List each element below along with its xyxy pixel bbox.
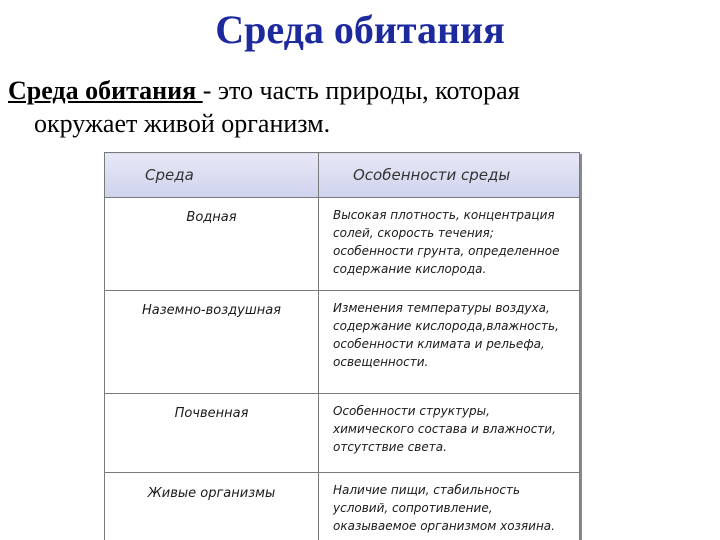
- environment-cell: Водная: [105, 198, 319, 291]
- features-cell: Наличие пищи, стабильность условий, сопротивление, оказываемое организмом хозяина.: [319, 473, 580, 540]
- features-cell: Изменения температуры воздуха, содержание кислорода,влажность, особенности климата и рельефа, освещенности.: [319, 291, 580, 394]
- environment-cell: Почвенная: [105, 394, 319, 473]
- column-header-features: Особенности среды: [319, 153, 580, 198]
- table-row: [105, 394, 580, 473]
- features-cell: Особенности структуры, химического состава и влажности, отсутствие света.: [319, 394, 580, 473]
- table-header-row: [105, 153, 580, 198]
- table-row: [105, 473, 580, 540]
- table-row: [105, 198, 580, 291]
- column-header-environment: Среда: [105, 153, 319, 198]
- habitat-table-wrapper: [104, 152, 580, 540]
- slide-title: Среда обитания: [215, 7, 505, 52]
- environment-cell: Живые организмы: [105, 473, 319, 540]
- definition-text: [8, 74, 708, 140]
- features-cell: Высокая плотность, концентрация солей, скорость течения; особенности грунта, определенное содержание кислорода.: [319, 198, 580, 291]
- table-row: [105, 291, 580, 394]
- definition-rest: - это часть природы, которая: [202, 76, 520, 105]
- definition-line-2: окружает живой организм.: [34, 109, 331, 138]
- environment-cell: Наземно-воздушная: [105, 291, 319, 394]
- habitat-table: [104, 152, 580, 540]
- definition-term: Среда обитания: [8, 76, 203, 105]
